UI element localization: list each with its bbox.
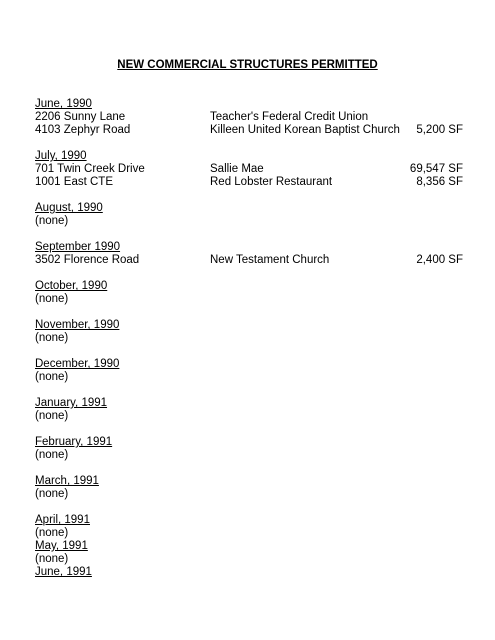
none-label: (none) <box>35 293 69 305</box>
entry-address: 701 Twin Creek Drive <box>35 163 145 175</box>
entry-name: Killeen United Korean Baptist Church <box>210 124 400 136</box>
permit-entry <box>35 254 463 267</box>
month-section <box>35 358 463 384</box>
month-section <box>35 566 463 579</box>
none-label: (none) <box>35 410 69 422</box>
permit-entry <box>35 111 463 124</box>
entry-address: 4103 Zephyr Road <box>35 124 131 136</box>
month-section <box>35 150 463 189</box>
month-section <box>35 475 463 501</box>
entry-name: Teacher's Federal Credit Union <box>210 111 369 123</box>
month-heading: February, 1991 <box>35 436 113 448</box>
month-heading: June, 1991 <box>35 566 92 578</box>
month-section <box>35 319 463 345</box>
entry-address: 3502 Florence Road <box>35 254 140 266</box>
entry-address: 1001 East CTE <box>35 176 113 188</box>
entry-address: 2206 Sunny Lane <box>35 111 126 123</box>
permit-entry <box>35 176 463 189</box>
month-heading: October, 1990 <box>35 280 108 292</box>
month-heading: June, 1990 <box>35 98 92 110</box>
none-label: (none) <box>35 449 69 461</box>
none-label: (none) <box>35 488 69 500</box>
month-section <box>35 280 463 306</box>
entry-name: Red Lobster Restaurant <box>210 176 333 188</box>
month-section <box>35 514 463 540</box>
month-heading: March, 1991 <box>35 475 99 487</box>
month-heading: September 1990 <box>35 241 121 253</box>
month-heading: April, 1991 <box>35 514 90 526</box>
permit-list <box>35 98 463 579</box>
month-section <box>35 540 463 566</box>
month-section <box>35 202 463 228</box>
month-heading: July, 1990 <box>35 150 87 162</box>
month-heading: December, 1990 <box>35 358 120 370</box>
none-label: (none) <box>35 527 69 539</box>
month-heading: August, 1990 <box>35 202 103 214</box>
none-label: (none) <box>35 332 69 344</box>
document-title: NEW COMMERCIAL STRUCTURES PERMITTED <box>117 59 378 71</box>
permit-entry <box>35 124 463 137</box>
entry-name: New Testament Church <box>210 254 330 266</box>
month-section <box>35 397 463 423</box>
none-label: (none) <box>35 371 69 383</box>
entry-size: 8,356 SF <box>416 176 463 188</box>
month-section <box>35 436 463 462</box>
month-heading: January, 1991 <box>35 397 108 409</box>
entry-size: 5,200 SF <box>416 124 463 136</box>
none-label: (none) <box>35 553 69 565</box>
month-section <box>35 98 463 137</box>
entry-size: 69,547 SF <box>409 163 463 175</box>
entry-name: Sallie Mae <box>210 163 264 175</box>
permit-entry <box>35 163 463 176</box>
month-heading: November, 1990 <box>35 319 120 331</box>
month-section <box>35 241 463 267</box>
entry-size: 2,400 SF <box>416 254 463 266</box>
none-label: (none) <box>35 215 69 227</box>
month-heading: May, 1991 <box>35 540 88 552</box>
